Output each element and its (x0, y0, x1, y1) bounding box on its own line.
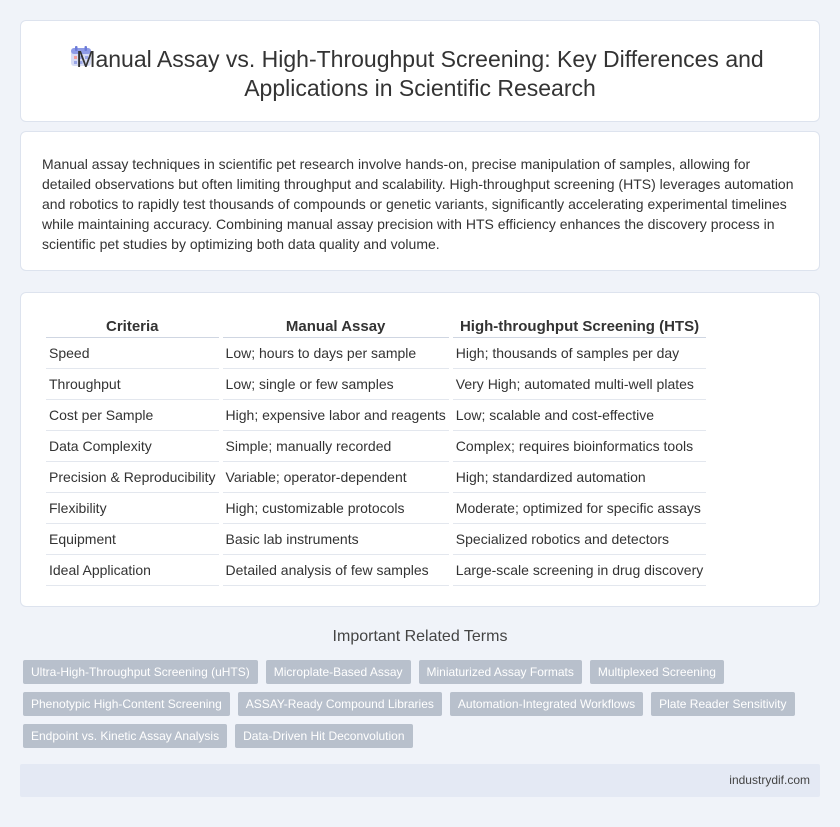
column-header-manual-assay: Manual Assay (223, 315, 449, 338)
criteria-cell: Speed (46, 338, 219, 369)
manual-cell: Low; single or few samples (223, 369, 449, 400)
hts-cell: High; thousands of samples per day (453, 338, 706, 369)
criteria-cell: Throughput (46, 369, 219, 400)
related-term-tag[interactable]: Ultra-High-Throughput Screening (uHTS) (23, 660, 258, 684)
related-term-tag[interactable]: Endpoint vs. Kinetic Assay Analysis (23, 724, 227, 748)
table-row (46, 431, 706, 462)
table-row (46, 524, 706, 555)
manual-cell: Detailed analysis of few samples (223, 555, 449, 586)
related-term-tag[interactable]: Miniaturized Assay Formats (419, 660, 582, 684)
manual-cell: High; expensive labor and reagents (223, 400, 449, 431)
table-row (46, 462, 706, 493)
footer-site-link[interactable]: industrydif.com (729, 773, 810, 787)
footer (20, 764, 820, 797)
hts-cell: Moderate; optimized for specific assays (453, 493, 706, 524)
hts-cell: Low; scalable and cost-effective (453, 400, 706, 431)
related-term-tag[interactable]: ASSAY-Ready Compound Libraries (238, 692, 442, 716)
related-term-tag[interactable]: Plate Reader Sensitivity (651, 692, 794, 716)
manual-cell: Simple; manually recorded (223, 431, 449, 462)
manual-cell: Basic lab instruments (223, 524, 449, 555)
manual-cell: High; customizable protocols (223, 493, 449, 524)
hts-cell: Very High; automated multi-well plates (453, 369, 706, 400)
column-header-criteria: Criteria (46, 315, 219, 338)
comparison-table (42, 315, 710, 586)
table-row (46, 338, 706, 369)
related-terms-list (23, 660, 803, 748)
related-term-tag[interactable]: Data-Driven Hit Deconvolution (235, 724, 412, 748)
hts-cell: High; standardized automation (453, 462, 706, 493)
related-terms-heading: Important Related Terms (332, 628, 508, 645)
hts-cell: Complex; requires bioinformatics tools (453, 431, 706, 462)
comparison-table-card (20, 292, 820, 607)
hts-cell: Large-scale screening in drug discovery (453, 555, 706, 586)
column-header-hts: High-throughput Screening (HTS) (453, 315, 706, 338)
title-card (20, 20, 820, 122)
criteria-cell: Flexibility (46, 493, 219, 524)
intro-card (20, 131, 820, 271)
related-term-tag[interactable]: Automation-Integrated Workflows (450, 692, 643, 716)
page-title: Manual Assay vs. High-Throughput Screening: Key Differences and Applications in Scientific Research (76, 46, 764, 101)
manual-cell: Low; hours to days per sample (223, 338, 449, 369)
related-term-tag[interactable]: Multiplexed Screening (590, 660, 724, 684)
criteria-cell: Data Complexity (46, 431, 219, 462)
table-header-row (46, 315, 706, 338)
manual-cell: Variable; operator-dependent (223, 462, 449, 493)
related-term-tag[interactable]: Phenotypic High-Content Screening (23, 692, 230, 716)
criteria-cell: Equipment (46, 524, 219, 555)
criteria-cell: Precision & Reproducibility (46, 462, 219, 493)
table-row (46, 555, 706, 586)
criteria-cell: Ideal Application (46, 555, 219, 586)
table-row (46, 400, 706, 431)
hts-cell: Specialized robotics and detectors (453, 524, 706, 555)
table-row (46, 493, 706, 524)
related-term-tag[interactable]: Microplate-Based Assay (266, 660, 411, 684)
intro-paragraph: Manual assay techniques in scientific pet research involve hands-on, precise manipulation of samples, allowing for detailed observations but often limiting throughput and scalability. High-throughput screening (HTS) leverages automation and robotics to rapidly test thousands of compounds or genetic variants, significantly accelerating experimental timelines while maintaining accuracy. Combining manual assay precision with HTS efficiency enhances the discovery process in scientific pet studies by optimizing both data quality and volume. (42, 156, 794, 252)
table-row (46, 369, 706, 400)
criteria-cell: Cost per Sample (46, 400, 219, 431)
